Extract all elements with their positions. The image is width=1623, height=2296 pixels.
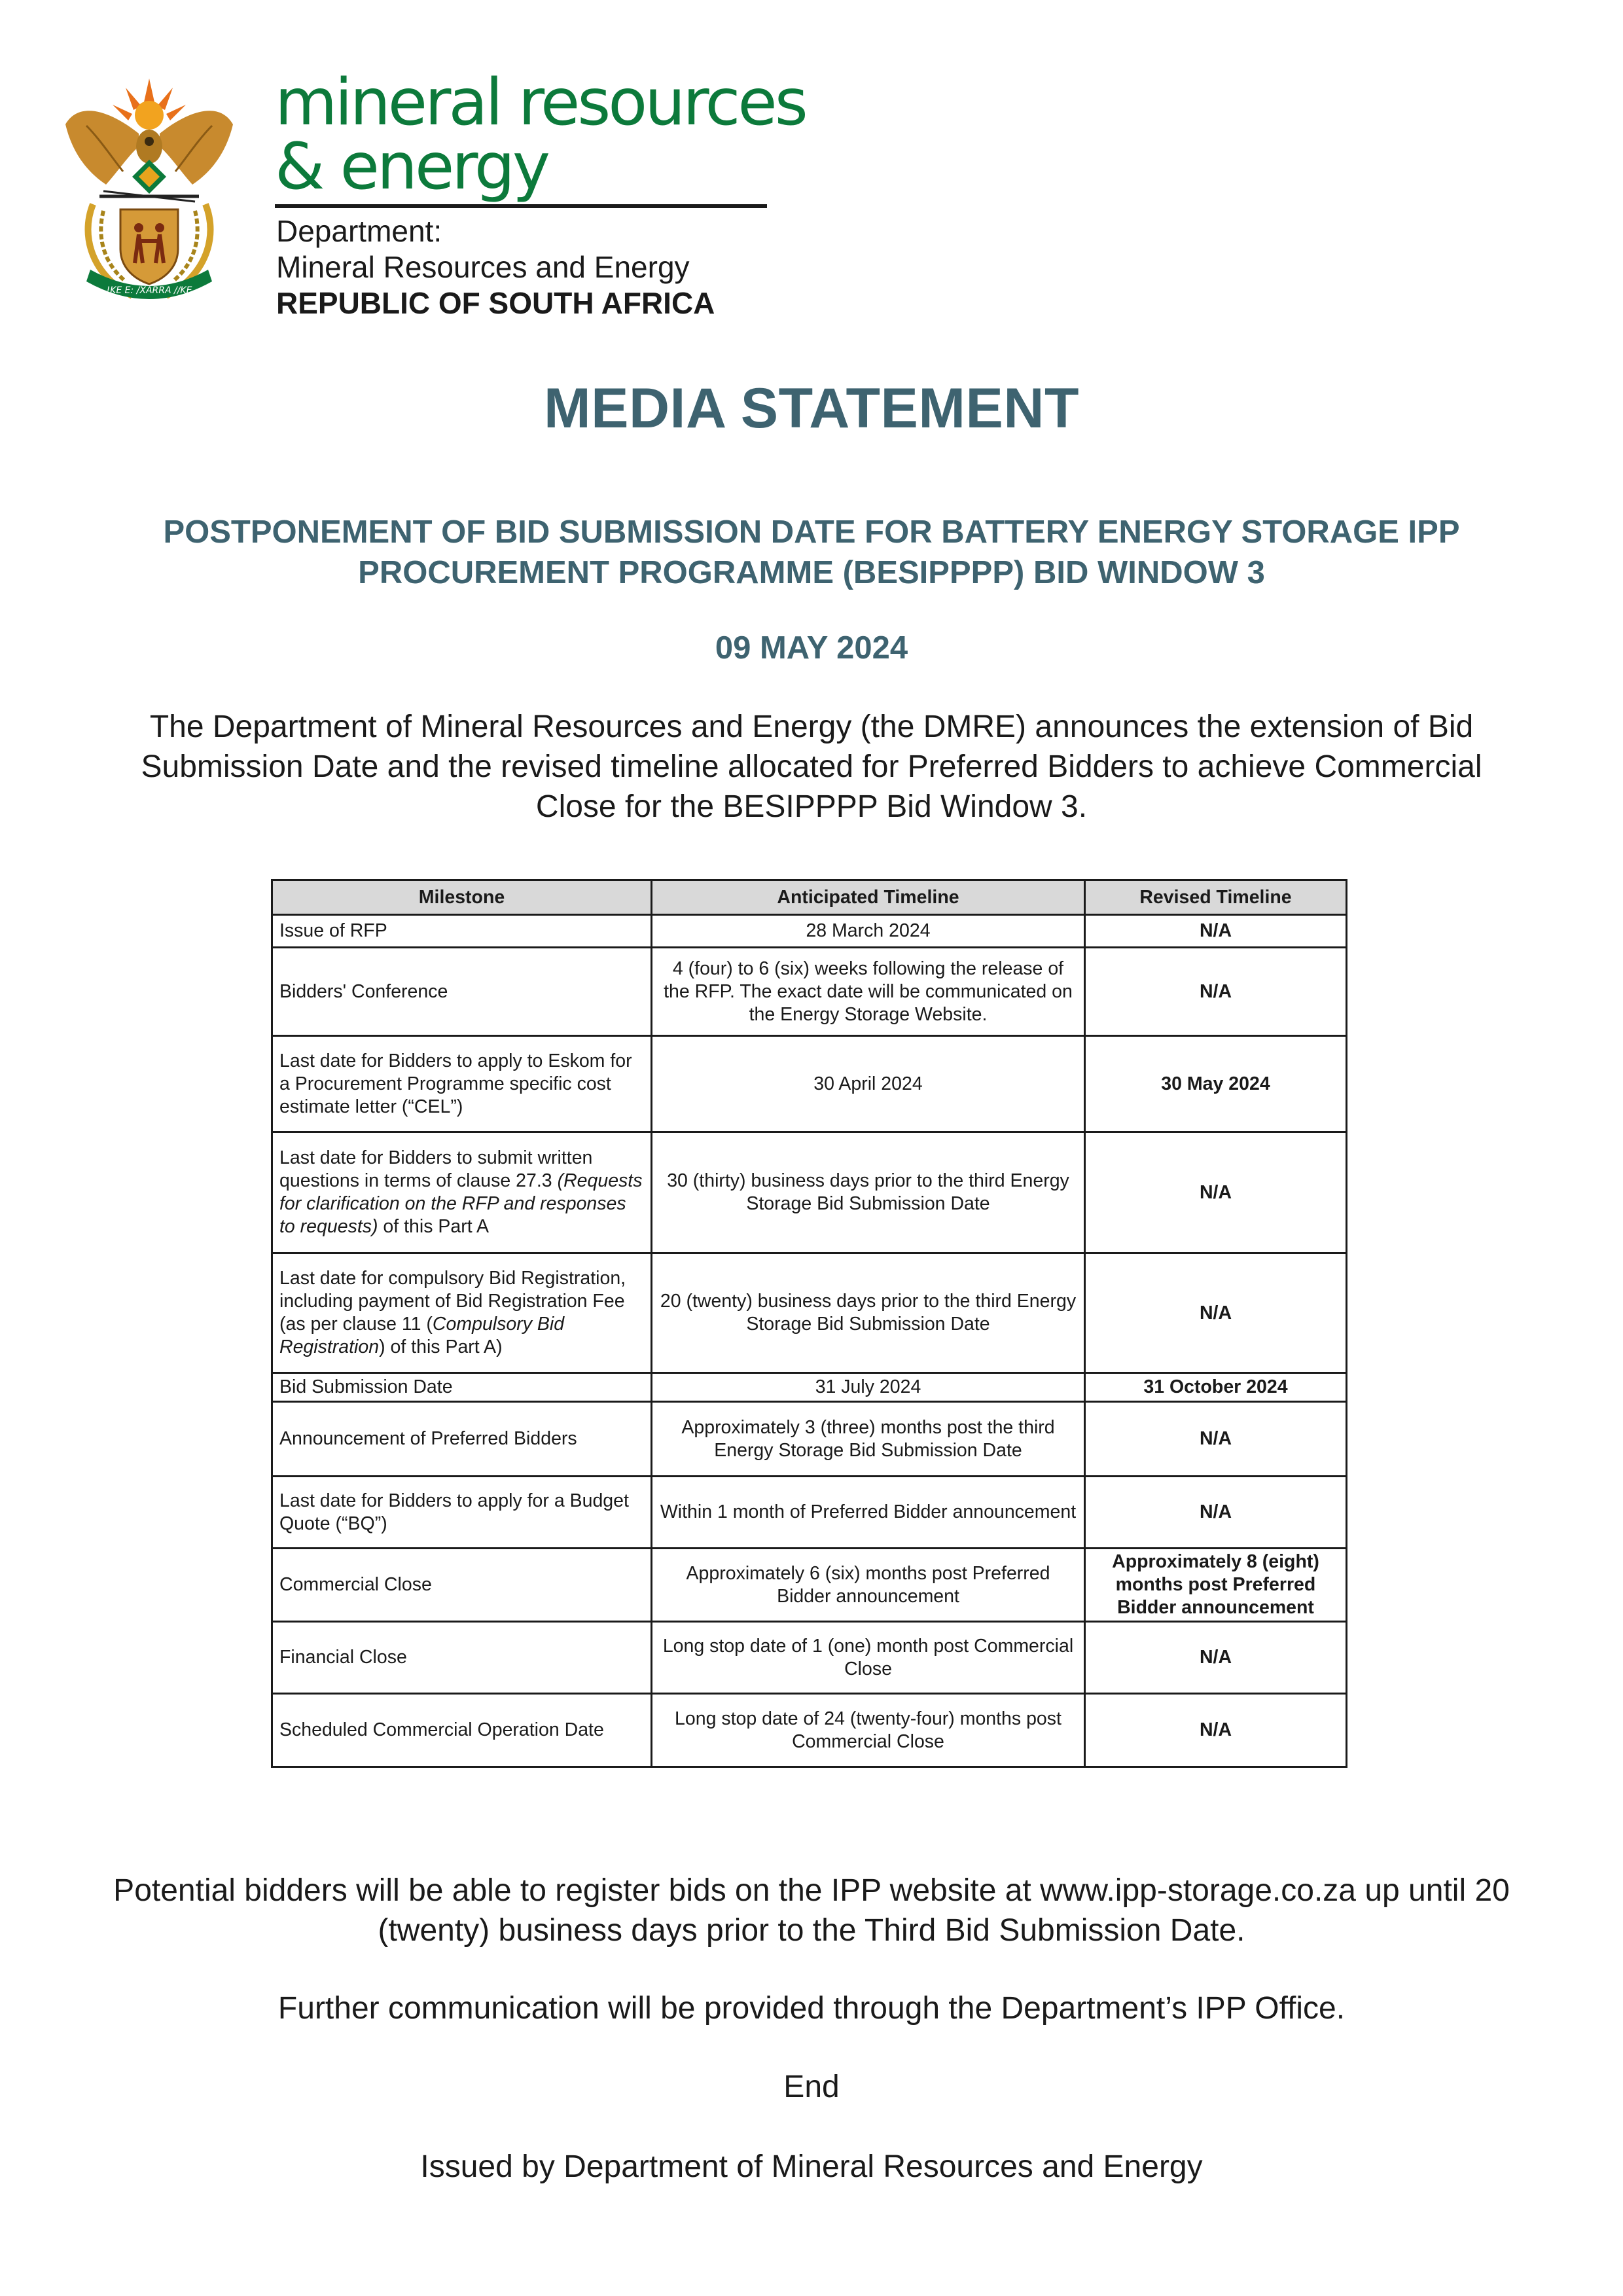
anticipated-cell: 30 April 2024 <box>652 1036 1085 1132</box>
revised-cell: N/A <box>1085 1402 1347 1477</box>
table-row <box>272 915 1347 948</box>
header-milestone: Milestone <box>272 880 652 915</box>
statement-headline: POSTPONEMENT OF BID SUBMISSION DATE FOR BATTERY ENERGY STORAGE IPP PROCUREMENT PROGRAMME (BESIPPPP) BID WINDOW 3 <box>163 514 1460 590</box>
milestone-cell: Issue of RFP <box>272 915 652 948</box>
anticipated-cell: Within 1 month of Preferred Bidder announcement <box>652 1477 1085 1549</box>
further-communication-paragraph: Further communication will be provided through the Department’s IPP Office. <box>277 1991 1346 2026</box>
anticipated-cell: 4 (four) to 6 (six) weeks following the release of the RFP. The exact date will be communicated on the Energy Storage Website. <box>652 948 1085 1036</box>
milestone-cell: Scheduled Commercial Operation Date <box>272 1694 652 1767</box>
milestone-cell: Announcement of Preferred Bidders <box>272 1402 652 1477</box>
anticipated-cell: Long stop date of 1 (one) month post Commercial Close <box>652 1622 1085 1694</box>
table-header-row <box>272 880 1347 915</box>
table-row <box>272 1036 1347 1132</box>
milestone-cell: Last date for Bidders to apply for a Budget Quote (“BQ”) <box>272 1477 652 1549</box>
end-marker: End <box>783 2070 840 2104</box>
issued-by-line: Issued by Department of Mineral Resources and Energy <box>420 2149 1203 2184</box>
intro-paragraph: The Department of Mineral Resources and Energy (the DMRE) announces the extension of Bid Submission Date and the revised timeline allocated for Preferred Bidders to achieve Commercial Close for the BESIPPPP Bid Window 3. <box>141 709 1482 824</box>
brand-wordmark <box>275 65 806 204</box>
milestone-cell: Last date for Bidders to apply to Eskom for a Procurement Programme specific cost estimate letter (“CEL”) <box>272 1036 652 1132</box>
milestone-cell <box>272 1132 652 1253</box>
anticipated-cell: 30 (thirty) business days prior to the third Energy Storage Bid Submission Date <box>652 1132 1085 1253</box>
anticipated-cell: 20 (twenty) business days prior to the third Energy Storage Bid Submission Date <box>652 1253 1085 1373</box>
milestone-cell: Bidders' Conference <box>272 948 652 1036</box>
revised-cell: 31 October 2024 <box>1085 1373 1347 1402</box>
statement-date: 09 MAY 2024 <box>715 630 908 666</box>
header-revised: Revised Timeline <box>1085 880 1347 915</box>
timeline-table <box>271 879 1347 1768</box>
revised-cell: N/A <box>1085 948 1347 1036</box>
crest-motto: !KE E: /XARRA //KE <box>106 285 192 296</box>
table-row <box>272 1622 1347 1694</box>
revised-cell: 30 May 2024 <box>1085 1036 1347 1132</box>
brand-line-2: & energy <box>275 130 548 204</box>
milestone-cell <box>272 1253 652 1373</box>
table-row <box>272 948 1347 1036</box>
table-row <box>272 1694 1347 1767</box>
anticipated-cell: Long stop date of 24 (twenty-four) months post Commercial Close <box>652 1694 1085 1767</box>
revised-cell: N/A <box>1085 915 1347 948</box>
table-row <box>272 1132 1347 1253</box>
milestone-text: ) of this Part A) <box>379 1336 503 1357</box>
revised-cell: Approximately 8 (eight) months post Preferred Bidder announcement <box>1085 1549 1347 1622</box>
revised-cell: N/A <box>1085 1694 1347 1767</box>
revised-cell: N/A <box>1085 1477 1347 1549</box>
milestone-text: Last date for compulsory Bid Registration, including payment of Bid Registration Fee (as per clause 11 ( <box>279 1268 626 1335</box>
country-name: REPUBLIC OF SOUTH AFRICA <box>276 286 715 320</box>
table-row <box>272 1402 1347 1477</box>
milestone-italic-text: (Requests for clarification on the RFP and responses to requests) <box>279 1170 643 1237</box>
milestone-italic-text: Compulsory Bid Registration <box>279 1314 565 1357</box>
milestone-text: of this Part A <box>378 1216 489 1237</box>
table-row <box>272 1477 1347 1549</box>
anticipated-cell: 31 July 2024 <box>652 1373 1085 1402</box>
department-block <box>276 213 715 321</box>
dept-name: Mineral Resources and Energy <box>276 250 690 284</box>
anticipated-cell: Approximately 3 (three) months post the third Energy Storage Bid Submission Date <box>652 1402 1085 1477</box>
revised-cell: N/A <box>1085 1622 1347 1694</box>
anticipated-cell: 28 March 2024 <box>652 915 1085 948</box>
table-row <box>272 1549 1347 1622</box>
dept-label: Department: <box>276 214 442 248</box>
table-row <box>272 1253 1347 1373</box>
registration-paragraph: Potential bidders will be able to register bids on the IPP website at www.ipp-storage.co.za up until 20 (twenty) business days prior to the Third Bid Submission Date. <box>113 1873 1510 1948</box>
revised-cell: N/A <box>1085 1253 1347 1373</box>
header-anticipated: Anticipated Timeline <box>652 880 1085 915</box>
milestone-cell: Commercial Close <box>272 1549 652 1622</box>
coat-of-arms-logo <box>60 73 238 310</box>
table-row <box>272 1373 1347 1402</box>
milestone-cell: Bid Submission Date <box>272 1373 652 1402</box>
brand-line-1: mineral resources <box>275 65 806 140</box>
revised-cell: N/A <box>1085 1132 1347 1253</box>
anticipated-cell: Approximately 6 (six) months post Preferred Bidder announcement <box>652 1549 1085 1622</box>
brand-divider <box>275 204 767 208</box>
page-title: MEDIA STATEMENT <box>543 377 1080 440</box>
milestone-text: Last date for Bidders to submit written questions in terms of clause 27.3 <box>279 1147 593 1191</box>
milestone-cell: Financial Close <box>272 1622 652 1694</box>
